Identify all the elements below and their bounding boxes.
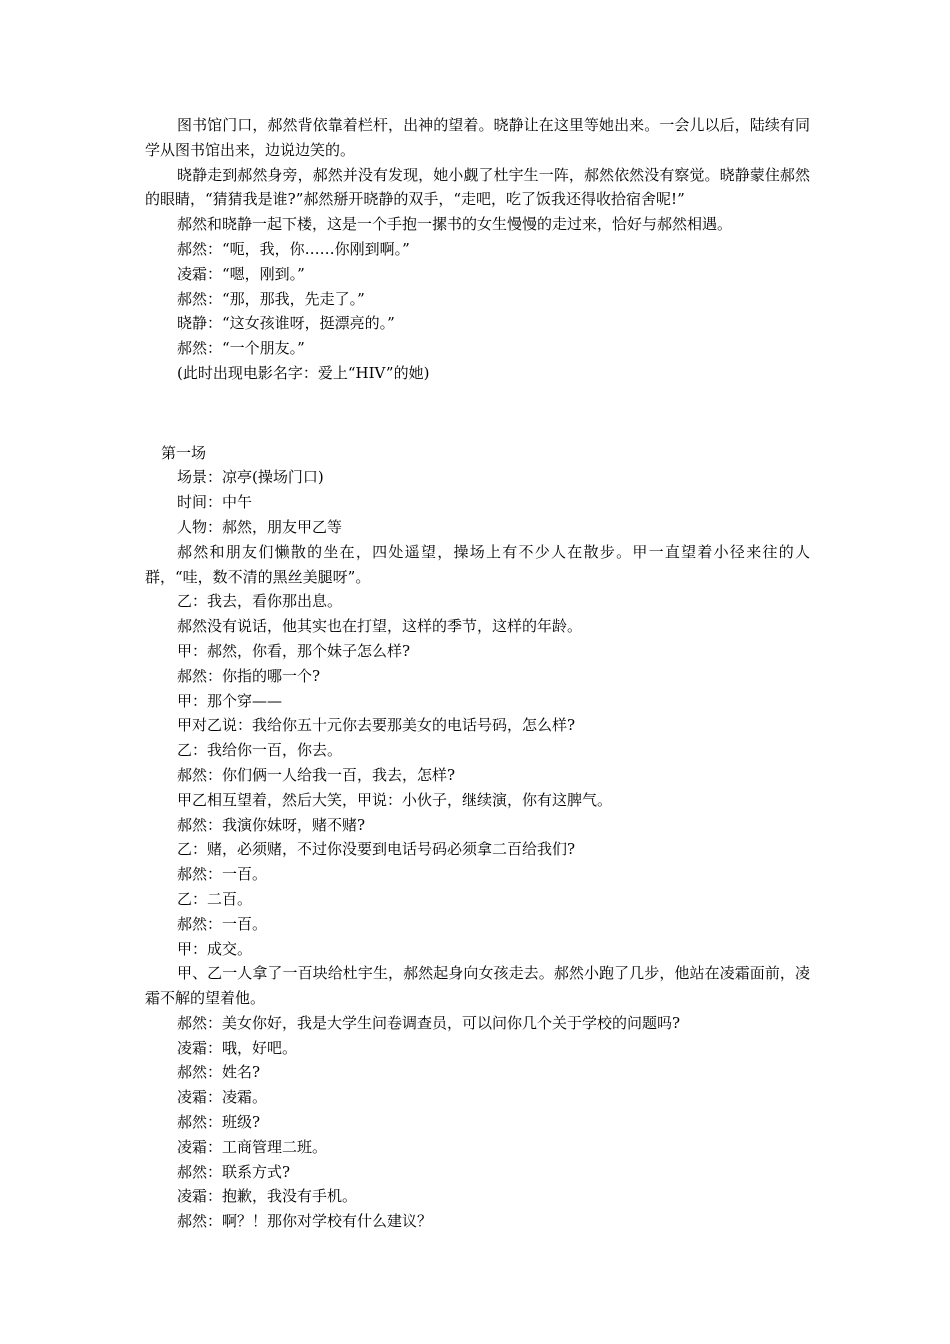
paragraph: 凌霜：“嗯，刚到。”: [177, 264, 305, 283]
paragraph: 郝然和朋友们懒散的坐在，四处遥望，操场上有不少人在散步。甲一直望着小径来往的人群，“哇，数不清的黑丝美腿呀”。: [145, 542, 810, 586]
paragraph: 甲对乙说：我给你五十元你去要那美女的电话号码，怎么样?: [177, 716, 576, 735]
paragraph: 凌霜：抱歉，我没有手机。: [177, 1187, 358, 1206]
paragraph: 凌霜：哦，好吧。: [177, 1038, 298, 1057]
paragraph: 郝然：班级?: [177, 1113, 261, 1132]
paragraph: 时间：中午: [177, 493, 253, 512]
paragraph: 甲：那个穿——: [177, 691, 283, 710]
paragraph: (此时出现电影名字：爱上“HIV”的她): [177, 363, 430, 382]
paragraph: 郝然：我演你妹呀，赌不赌?: [177, 815, 366, 834]
paragraph: 郝然：“一个朋友。”: [177, 339, 305, 358]
paragraph: 郝然：联系方式?: [177, 1162, 291, 1181]
paragraph: 乙：我去，看你那出息。: [177, 592, 343, 611]
paragraph: 郝然和晓静一起下楼，这是一个手抱一摞书的女生慢慢的走过来，恰好与郝然相遇。: [177, 215, 733, 234]
paragraph: 乙：赌，必须赌，不过你没要到电话号码必须拿二百给我们?: [177, 840, 576, 859]
paragraph: 郝然没有说话，他其实也在打望，这样的季节，这样的年龄。: [177, 617, 583, 636]
script-text-body: [145, 113, 810, 1234]
scene-heading: 第一场: [161, 443, 207, 462]
paragraph: 乙：二百。: [177, 889, 253, 908]
paragraph: 凌霜：凌霜。: [177, 1088, 268, 1107]
paragraph: 郝然：你们俩一人给我一百，我去，怎样?: [177, 765, 456, 784]
paragraph: 晓静：“这女孩谁呀，挺漂亮的。”: [177, 314, 395, 333]
paragraph: 郝然：“那，那我，先走了。”: [177, 289, 365, 308]
paragraph: 郝然：一百。: [177, 914, 268, 933]
paragraph: 甲：郝然，你看，那个妹子怎么样?: [177, 641, 411, 660]
paragraph: 郝然：一百。: [177, 865, 268, 884]
paragraph: 人物：郝然，朋友甲乙等: [177, 517, 343, 536]
blank-line: [145, 401, 810, 426]
paragraph: 郝然：姓名?: [177, 1063, 261, 1082]
paragraph: 图书馆门口，郝然背依靠着栏杆，出神的望着。晓静让在这里等她出来。一会儿以后，陆续有同学从图书馆出来，边说边笑的。: [145, 116, 810, 159]
paragraph: 甲乙相互望着，然后大笑，甲说：小伙子，继续演，你有这脾气。: [177, 790, 613, 809]
paragraph: 郝然：“呃，我，你……你刚到啊。”: [177, 239, 410, 258]
paragraph: 场景：凉亭(操场门口): [177, 468, 324, 487]
paragraph: 凌霜：工商管理二班。: [177, 1137, 328, 1156]
paragraph: 甲、乙一人拿了一百块给杜宇生，郝然起身向女孩走去。郝然小跑了几步，他站在凌霜面前，凌霜不解的望着他。: [145, 964, 810, 1008]
paragraph: 郝然：你指的哪一个?: [177, 666, 321, 685]
paragraph: 晓静走到郝然身旁，郝然并没有发现，她小觑了杜宇生一阵，郝然依然没有察觉。晓静蒙住郝然的眼睛，“猜猜我是谁?”郝然掰开晓静的双手，“走吧，吃了饭我还得收拾宿舍呢!”: [145, 165, 810, 209]
paragraph: 乙：我给你一百，你去。: [177, 741, 343, 760]
paragraph: 甲：成交。: [177, 939, 253, 958]
paragraph: 郝然：啊？！那你对学校有什么建议？: [177, 1212, 433, 1231]
paragraph: 郝然：美女你好，我是大学生问卷调查员，可以问你几个关于学校的问题吗?: [177, 1013, 681, 1032]
